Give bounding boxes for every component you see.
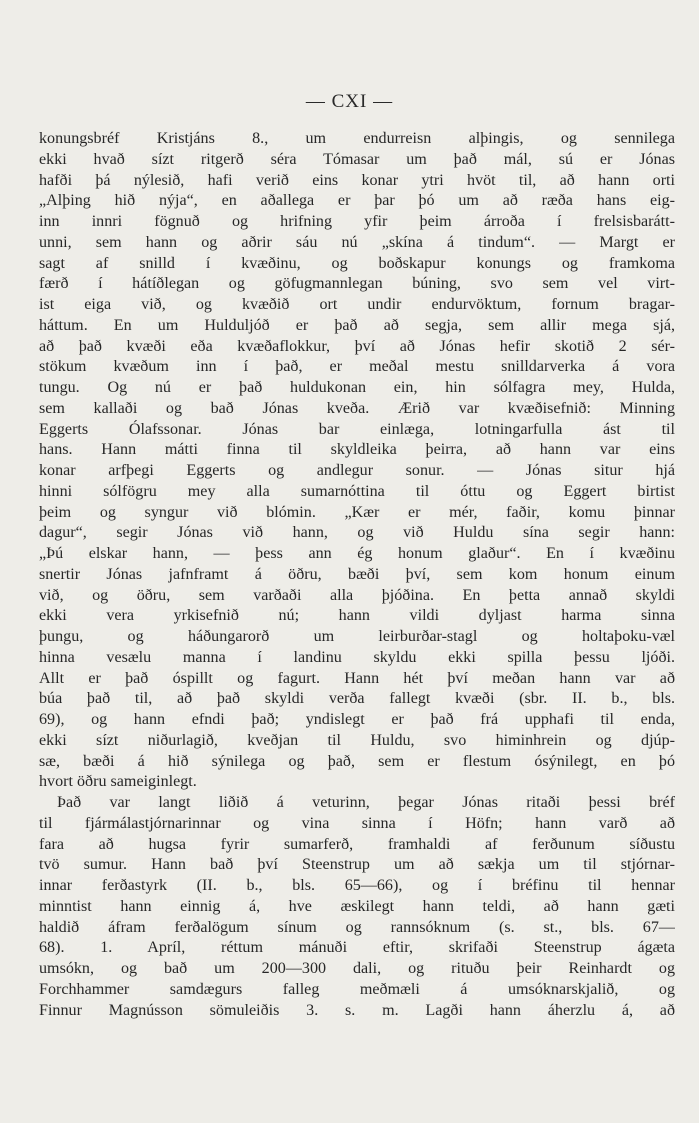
text-line: konar arfþegi Eggerts og andlegur sonur. — Jónas situr hjá: [39, 462, 675, 479]
text-line: dagur“, segir Jónas við hann, og við Huldu sína segir hann:: [39, 524, 675, 542]
text-line: minntist hann einnig á, hve æskilegt hann teldi, að hann gæti: [39, 897, 675, 915]
text-line: Það var langt liðið á veturinn, þegar Jónas ritaði þessi bréf: [57, 794, 675, 811]
text-line: þungu, og háðungarorð um leirburðar-stagl og holtaþoku-væl: [39, 628, 675, 645]
text-line: umsókn, og bað um 200—300 dali, og rituðu þeir Reinhardt og: [39, 960, 675, 977]
text-line: innar ferðastyrk (II. b., bls. 65—66), og í bréfinu til hennar: [39, 877, 675, 894]
text-line: tungu. Og nú er það huldukonan ein, hin sólfagra mey, Hulda,: [39, 379, 675, 396]
text-line: háttum. En um Hulduljóð er það að segja, sem allir mega sjá,: [39, 316, 675, 334]
text-line: 68). 1. Apríl, réttum mánuði eftir, skrifaði Steenstrup ágæta: [39, 939, 675, 957]
text-line: þeim og syngur við blómin. „Kær er mér, faðir, komu þinnar: [39, 503, 675, 521]
text-line: Eggerts Ólafssonar. Jónas bar einlæga, lotningarfulla ást til: [39, 420, 675, 438]
page-number: — CXI —: [305, 91, 394, 112]
text-line: Finnur Magnússon sömuleiðis 3. s. m. Lagði hann áherzlu á, að: [39, 1001, 675, 1019]
text-line: sem kallaði og bað Jónas kveða. Ærið var kvæðisefnið: Minning: [39, 399, 675, 417]
text-line: færð í hátíðlegan og göfugmannlegan búning, svo sem vel virt-: [39, 275, 675, 293]
text-line: fara að hugsa fyrir sumarferð, framhaldi af ferðunum síðustu: [39, 835, 675, 853]
text-line: „Alþing hið nýja“, en aðallega er þar þó um að ræða hans eig-: [39, 192, 675, 210]
text-line: að það kvæði eða kvæðaflokkur, því að Jónas hefir skotið 2 sér-: [39, 337, 675, 355]
body-text: [39, 129, 675, 1021]
text-line: hinna vesælu manna í landinu skyldu ekki spilla þessu ljóði.: [39, 648, 675, 666]
text-line: hans. Hann mátti finna til skyldleika þeirra, að hann var eins: [39, 441, 675, 459]
text-line: snertir Jónas jafnframt á öðru, bæði því, sem kom honum einum: [39, 565, 675, 583]
text-line: ekki vera yrkisefnið nú; hann vildi dyljast harma sinna: [39, 607, 675, 625]
text-line: ekki hvað sízt ritgerð séra Tómasar um það mál, sú er Jónas: [39, 150, 675, 168]
text-line: 69), og hann efndi það; yndislegt er það frá upphafi til enda,: [39, 711, 675, 728]
text-line: tvö sumur. Hann bað því Steenstrup um að sækja um til stjórnar-: [39, 856, 675, 874]
text-line: unni, sem hann og aðrir sáu nú „skína á tindum“. — Margt er: [39, 233, 675, 251]
text-line: hvort öðru sameiginlegt.: [39, 773, 197, 791]
text-line: sæ, bæði á hið sýnilega og það, sem er flestum ósýnilegt, en þó: [39, 752, 675, 770]
text-line: búa það til, að það skyldi verða fallegt kvæði (sbr. II. b., bls.: [39, 690, 675, 708]
text-line: Allt er það óspillt og fagurt. Hann hét því meðan hann var að: [39, 669, 675, 687]
text-line: sagt af snilld í kvæðinu, og boðskapur konungs og framkoma: [39, 254, 675, 272]
text-line: við, og öðru, sem varðaði alla þjóðina. En þetta annað skyldi: [39, 586, 675, 604]
text-line: inn innri fögnuð og hrifning yfir þeim árroða í frelsisbarátt-: [39, 213, 675, 230]
text-line: ekki sízt niðurlagið, kveðjan til Huldu, svo himinhrein og djúp-: [39, 731, 675, 749]
text-line: Forchhammer samdægurs falleg meðmæli á umsóknarskjalið, og: [39, 980, 675, 998]
text-line: ist eiga við, og kvæðið ort undir endurvöktum, fornum bragar-: [39, 296, 675, 313]
text-line: konungsbréf Kristjáns 8., um endurreisn alþingis, og sennilega: [39, 130, 675, 147]
text-line: hafði þá nýlesið, hafi verið eins konar ytri hvöt til, að hann orti: [39, 171, 675, 189]
text-line: haldið áfram ferðalögum sínum og rannsóknum (s. st., bls. 67—: [39, 918, 675, 936]
text-line: hinni sólfögru mey alla sumarnóttina til óttu og Eggert birtist: [39, 482, 675, 500]
text-line: til fjármálastjórnarinnar og vina sinna í Höfn; hann varð að: [39, 814, 675, 832]
text-line: stökum kvæðum inn í það, er meðal mestu snilldarverka á vora: [39, 358, 675, 376]
text-line: „Þú elskar hann, — þess ann ég honum glaður“. En í kvæðinu: [39, 545, 675, 562]
